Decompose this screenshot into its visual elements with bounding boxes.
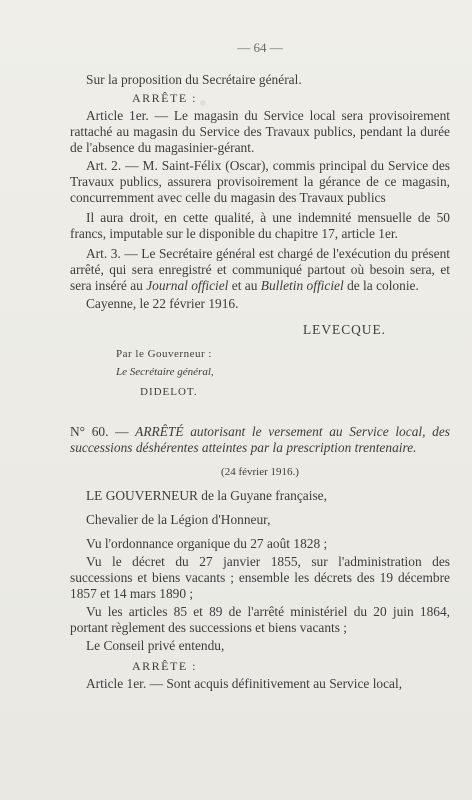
vu-decret: Vu le décret du 27 janvier 1855, sur l'administration des successions et biens vacants ; ensemble les décrets des 19 décembre 1857 et 14 mars 1890 ; [70,554,450,601]
article-3: Art. 3. — Le Secrétaire général est chargé de l'exécution du présent arrêté, qui sera enregistré et communiqué partout où besoin sera, et sera inséré au Journal officiel et au Bulletin officiel de la colonie. [70,246,450,293]
proposition-line: Sur la proposition du Secrétaire général. [86,72,302,87]
arrete-heading-2: ARRÊTE : [132,659,197,673]
vu-articles: Vu les articles 85 et 89 de l'arrêté ministériel du 20 juin 1864, portant règlement des successions et biens vacants ; [70,604,450,635]
par-le-gouverneur: Par le Gouverneur : [116,348,212,360]
arrete-60-title: N° 60. — ARRÊTÉ autorisant le versement au Service local, des successions déshérentes atteintes par la prescription trentenaire. [70,424,450,455]
governor-signature: LEVECQUE. [302,322,386,337]
page-number: — 64 — [237,40,283,55]
secretary-signature: DIDELOT. [140,386,198,398]
article-1-second: Article 1er. — Sont acquis définitivement au Service local, [86,676,403,691]
document-body [70,40,450,692]
article-2: Art. 2. — M. Saint-Félix (Oscar), commis principal du Service des Travaux publics, assurera provisoirement la gérance de ce magasin, concurremment avec celle du magasin des Travaux publics [70,158,450,205]
arrete-60-date: (24 février 1916.) [221,466,299,478]
secretaire-general-title: Le Secrétaire général, [116,366,214,378]
article-2-indemnity: Il aura droit, en cette qualité, à une indemnité mensuelle de 50 francs, imputable sur le disponible du chapitre 17, article 1er. [70,210,450,241]
conseil-line: Le Conseil privé entendu, [86,638,225,653]
journal-officiel-ref: Journal officiel [146,278,229,293]
vu-ordonnance: Vu l'ordonnance organique du 27 août 1828 ; [86,536,328,551]
bulletin-officiel-ref: Bulletin officiel [260,278,344,293]
place-date: Cayenne, le 22 février 1916. [86,296,239,311]
arrete-heading: ARRÊTE : [132,91,197,105]
article-1: Article 1er. — Le magasin du Service local sera provisoirement rattaché au magasin du Service des Travaux publics, pendant la durée de l'absence du magasinier-gérant. [70,108,450,155]
governor-line: LE GOUVERNEUR de la Guyane française, [86,488,327,503]
chevalier-line: Chevalier de la Légion d'Honneur, [86,512,271,527]
arrete-number: N° 60. — [70,424,136,439]
